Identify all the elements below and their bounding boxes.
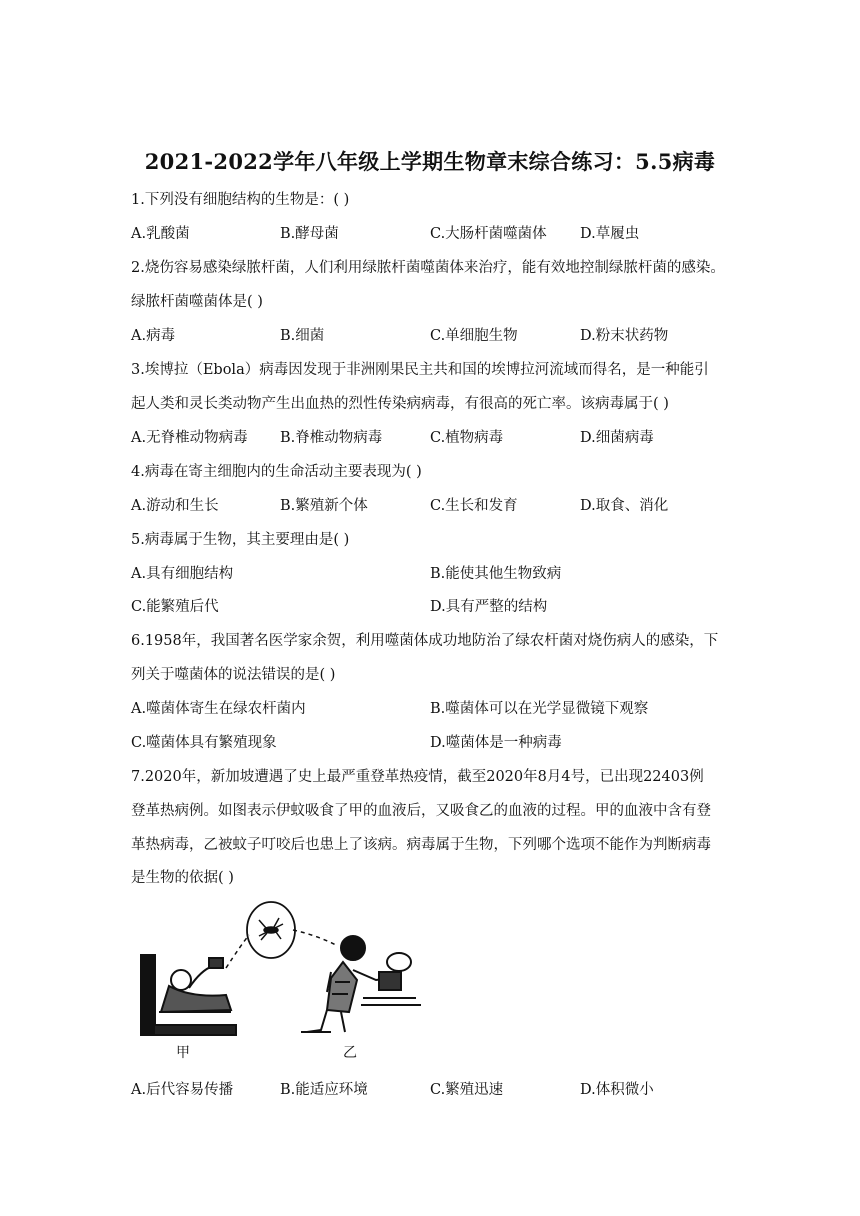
patient-a-drawing: [141, 955, 236, 1035]
transmission-path-left: [226, 935, 249, 968]
mosquito-icon: [259, 918, 283, 940]
question-7-line-2: 登革热病例。如图表示伊蚊吸食了甲的血液后，又吸食乙的血液的过程。甲的血液中含有登: [131, 803, 711, 819]
question-3-option-a: A.无脊椎动物病毒: [131, 430, 248, 446]
question-1-option-a: A.乳酸菌: [131, 226, 190, 242]
question-3-line-1: 3.埃博拉（Ebola）病毒因发现于非洲刚果民主共和国的埃博拉河流域而得名，是一种能引: [131, 362, 709, 378]
question-5-option-c: C.能繁殖后代: [131, 599, 219, 615]
question-3-option-d: D.细菌病毒: [580, 430, 654, 446]
page-title: 2021-2022学年八年级上学期生物章末综合练习：5.5病毒: [144, 149, 716, 174]
question-6-line-1: 6.1958年，我国著名医学家余贺，利用噬菌体成功地防治了绿农杆菌对烧伤病人的感染，下: [131, 633, 719, 649]
question-1-option-b: B.酵母菌: [280, 226, 339, 242]
question-7-line-1: 7.2020年，新加坡遭遇了史上最严重登革热疫情，截至2020年8月4号，已出现22403例: [131, 769, 704, 785]
question-2-option-d: D.粉末状药物: [580, 328, 669, 344]
question-2-line-2: 绿脓杆菌噬菌体是( ): [131, 294, 263, 310]
figure-label-b: 乙: [343, 1045, 357, 1061]
question-4-option-d: D.取食、消化: [580, 498, 669, 514]
question-7-line-3: 革热病毒，乙被蚊子叮咬后也患上了该病。病毒属于生物，下列哪个选项不能作为判断病毒: [131, 837, 711, 853]
question-6-option-d: D.噬菌体是一种病毒: [430, 735, 562, 751]
question-5-option-a: A.具有细胞结构: [131, 566, 234, 582]
question-7-option-c: C.繁殖迅速: [430, 1082, 504, 1098]
question-2-option-b: B.细菌: [280, 328, 325, 344]
question-6-option-b: B.噬菌体可以在光学显微镜下观察: [430, 701, 649, 717]
question-4-option-a: A.游动和生长: [131, 498, 219, 514]
question-4-option-c: C.生长和发育: [430, 498, 518, 514]
transmission-path-right: [293, 930, 336, 945]
question-7-option-a: A.后代容易传播: [131, 1082, 234, 1098]
question-3-option-b: B.脊椎动物病毒: [280, 430, 383, 446]
question-6-line-2: 列关于噬菌体的说法错误的是( ): [131, 667, 336, 683]
question-1-option-d: D.草履虫: [580, 226, 640, 242]
question-6-option-c: C.噬菌体具有繁殖现象: [131, 735, 277, 751]
question-5-line-1: 5.病毒属于生物，其主要理由是( ): [131, 532, 350, 548]
question-4-line-1: 4.病毒在寄主细胞内的生命活动主要表现为( ): [131, 464, 422, 480]
question-5-option-b: B.能使其他生物致病: [430, 566, 562, 582]
figure-drawing: [131, 900, 431, 1062]
question-4-option-b: B.繁殖新个体: [280, 498, 368, 514]
question-2-option-c: C.单细胞生物: [430, 328, 518, 344]
question-3-option-c: C.植物病毒: [430, 430, 504, 446]
person-b-drawing: [301, 936, 421, 1032]
question-7-option-d: D.体积微小: [580, 1082, 654, 1098]
question-1-line-1: 1.下列没有细胞结构的生物是：( ): [131, 192, 350, 208]
question-5-option-d: D.具有严整的结构: [430, 599, 548, 615]
question-6-option-a: A.噬菌体寄生在绿农杆菌内: [131, 701, 306, 717]
question-2-option-a: A.病毒: [131, 328, 176, 344]
mosquito-transmission-figure: [131, 900, 431, 1062]
question-7-line-4: 是生物的依据( ): [131, 870, 234, 886]
question-3-line-2: 起人类和灵长类动物产生出血热的烈性传染病病毒，有很高的死亡率。该病毒属于( ): [131, 396, 669, 412]
figure-label-a: 甲: [176, 1045, 190, 1061]
question-7-option-b: B.能适应环境: [280, 1082, 368, 1098]
question-2-line-1: 2.烧伤容易感染绿脓杆菌，人们利用绿脓杆菌噬菌体来治疗，能有效地控制绿脓杆菌的感染。: [131, 260, 725, 276]
question-1-option-c: C.大肠杆菌噬菌体: [430, 226, 547, 242]
